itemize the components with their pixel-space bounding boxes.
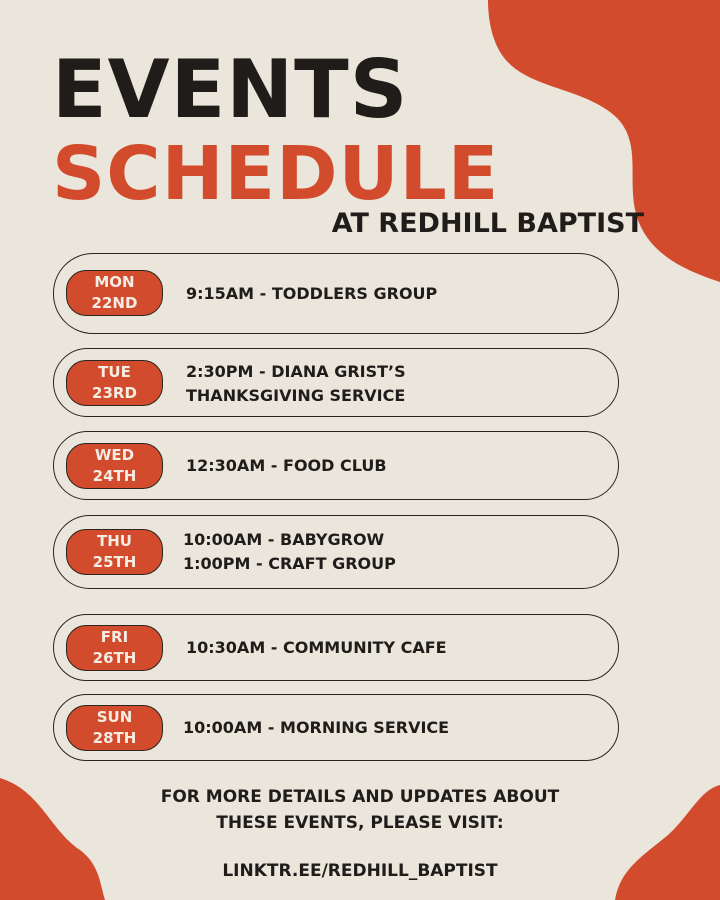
event-line: 10:00AM - BABYGROW: [183, 530, 385, 549]
date-label: 26TH: [92, 649, 137, 667]
event-line: 1:00PM - CRAFT GROUP: [183, 554, 396, 573]
date-label: 25TH: [92, 553, 137, 571]
event-details: [186, 360, 406, 408]
event-details: [186, 636, 447, 660]
footer-line: FOR MORE DETAILS AND UPDATES ABOUT: [160, 787, 560, 807]
date-badge: [66, 443, 163, 489]
date-label: 24TH: [92, 467, 137, 485]
event-row-fri: [53, 614, 619, 681]
event-line: THANKSGIVING SERVICE: [186, 386, 406, 405]
linktree-link[interactable]: LINKTR.EE/REDHILL_BAPTIST: [222, 861, 498, 881]
event-row-thu: [53, 515, 619, 589]
event-row-tue: [53, 348, 619, 417]
date-badge: [66, 625, 163, 671]
event-line: 9:15AM - TODDLERS GROUP: [186, 284, 438, 303]
day-label: SUN: [96, 708, 133, 726]
event-details: [186, 454, 387, 478]
event-line: 12:30AM - FOOD CLUB: [186, 456, 387, 475]
date-badge: [66, 705, 163, 751]
day-label: THU: [97, 532, 132, 550]
date-label: 28TH: [92, 729, 137, 747]
event-row-sun: [53, 694, 619, 761]
date-label: 22ND: [91, 294, 138, 312]
title-events: EVENTS: [52, 43, 409, 136]
event-line: 2:30PM - DIANA GRIST’S: [186, 362, 406, 381]
footer-line: THESE EVENTS, PLEASE VISIT:: [216, 813, 504, 833]
date-badge: [66, 270, 163, 316]
event-details: [183, 716, 449, 740]
date-badge: [66, 529, 163, 575]
day-label: WED: [94, 446, 135, 464]
day-label: TUE: [98, 363, 131, 381]
event-row-mon: [53, 253, 619, 334]
day-label: FRI: [100, 628, 129, 646]
event-line: 10:00AM - MORNING SERVICE: [183, 718, 450, 737]
event-details: [183, 528, 396, 576]
event-line: 10:30AM - COMMUNITY CAFE: [186, 638, 447, 657]
date-label: 23RD: [92, 384, 137, 402]
event-row-wed: [53, 431, 619, 500]
footer-text: [0, 784, 720, 836]
subtitle: AT REDHILL BAPTIST: [331, 208, 644, 239]
day-label: MON: [94, 273, 135, 291]
date-badge: [66, 360, 163, 406]
event-details: [186, 282, 437, 306]
title-schedule: SCHEDULE: [52, 131, 500, 217]
